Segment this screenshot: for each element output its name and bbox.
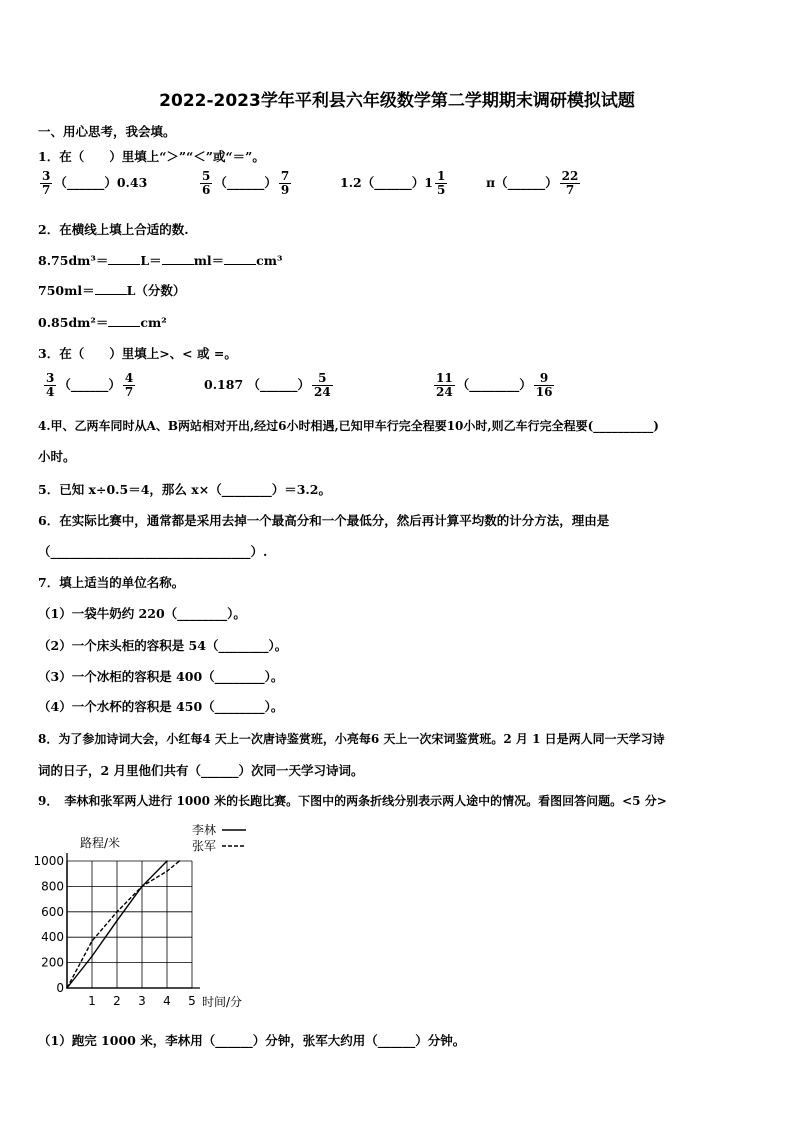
question-1: 1．在（ ）里填上“＞”“＜”或“＝”。 (38, 149, 265, 164)
y-tick-label: 1000 (33, 854, 64, 868)
y-tick-label: 0 (56, 981, 64, 995)
fraction: $\frac{7}{9}$ (280, 169, 290, 197)
question-8-line-1: 8．为了参加诗词大会，小红每4 天上一次唐诗鉴赏班，小亮每6 天上一次宋词鉴赏班。2 月 1 日是两人同一天学习诗 (38, 732, 665, 746)
answer-blank[interactable] (95, 294, 127, 295)
question-2: 2．在横线上填上合适的数. (38, 222, 189, 237)
data-point (91, 940, 93, 942)
distance-time-chart (30, 818, 270, 1013)
question-7-sub-4: （4）一个水杯的容积是 450（________）。 (38, 699, 284, 714)
section-heading: 一、用心思考，我会填。 (38, 124, 176, 139)
question-9-sub-1: （1）跑完 1000 米，李林用（______）分钟，张军大约用（______）分钟。 (38, 1033, 466, 1048)
compare-blank[interactable]: 1.2（______）1 (340, 175, 433, 190)
page-title: 2022-2023学年平利县六年级数学第二学期期末调研模拟试题 (159, 91, 635, 111)
compare-blank[interactable]: π（______） (486, 175, 558, 190)
question-7-sub-1: （1）一袋牛奶约 220（________）。 (38, 606, 246, 621)
data-point (166, 860, 168, 862)
x-tick-label: 5 (188, 994, 196, 1008)
question-5: 5．已知 x÷0.5＝4，那么 x×（________）＝3.2。 (38, 482, 331, 497)
data-point (116, 911, 118, 913)
compare-blank[interactable]: 0.187 （______） (204, 377, 310, 392)
x-tick-label: 4 (163, 994, 171, 1008)
answer-blank[interactable] (224, 264, 256, 265)
question-7-sub-2: （2）一个床头柜的容积是 54（________）。 (38, 638, 288, 653)
y-tick-label: 200 (41, 955, 64, 970)
data-point (179, 860, 181, 862)
y-axis-label: 路程/米 (80, 836, 121, 850)
compare-blank[interactable]: （______） (214, 175, 277, 190)
x-tick-label: 1 (88, 994, 96, 1008)
question-2-line-2: 750ml＝ L（分数） (38, 283, 186, 298)
fraction: $\frac{4}{7}$ (124, 371, 134, 399)
fraction: $\frac{3}{7}$ (42, 169, 51, 197)
fraction: $\frac{11}{24}$ (436, 371, 453, 399)
y-tick-label: 600 (41, 904, 64, 919)
x-tick-label: 3 (138, 994, 146, 1008)
data-point (66, 987, 68, 989)
question-4-line-1: 4.甲、乙两车同时从A、B两站相对开出,经过6小时相遇,已知甲车行完全程要10小时,则乙车行完全程要(__________) (38, 419, 659, 433)
fraction: $\frac{9}{16}$ (535, 371, 553, 399)
data-point (91, 955, 93, 957)
x-axis-label: 时间/分 (202, 995, 243, 1009)
question-2-line-3: 0.85dm²＝ cm² (38, 315, 167, 330)
fraction: $\frac{22}{7}$ (561, 169, 579, 197)
legend-label: 李林 (192, 823, 217, 837)
answer-blank[interactable] (108, 264, 140, 265)
data-point (166, 870, 168, 872)
question-2-line-1: 8.75dm³＝ L＝ ml＝ cm³ (38, 253, 283, 268)
question-7-sub-3: （3）一个冰柜的容积是 400（________）。 (38, 669, 284, 684)
question-3: 3．在（ ）里填上>、< 或 =。 (38, 346, 237, 361)
x-tick-label: 2 (113, 994, 121, 1008)
data-point (141, 886, 143, 888)
data-point (116, 920, 118, 922)
question-8-line-2: 词的日子，2 月里他们共有（______）次同一天学习诗词。 (38, 763, 364, 778)
compare-blank[interactable]: （______） (58, 377, 121, 392)
legend-label: 张军 (192, 839, 217, 853)
answer-blank[interactable] (108, 326, 140, 327)
compare-blank[interactable]: （______）0.43 (54, 175, 148, 190)
fraction: $\frac{5}{24}$ (314, 371, 331, 399)
question-6-line-1: 6．在实际比赛中，通常都是采用去掉一个最高分和一个最低分，然后再计算平均数的计分方法，理由是 (38, 513, 610, 528)
fraction: $\frac{3}{4}$ (46, 371, 55, 399)
series-line-zhangjun (67, 861, 180, 988)
answer-blank[interactable] (162, 264, 194, 265)
question-6-line-2: （________________________________）. (38, 544, 268, 559)
compare-blank[interactable]: （________） (456, 377, 532, 392)
y-tick-label: 400 (41, 930, 64, 945)
fraction: $\frac{5}{6}$ (202, 169, 211, 197)
fraction: $\frac{1}{5}$ (436, 169, 446, 197)
question-9: 9． 李林和张军两人进行 1000 米的长跑比赛。下图中的两条折线分别表示两人途中的情况。看图回答问题。<5 分> (38, 794, 667, 808)
y-tick-label: 800 (41, 879, 64, 894)
question-7: 7．填上适当的单位名称。 (38, 575, 185, 590)
question-4-line-2: 小时。 (38, 449, 76, 464)
